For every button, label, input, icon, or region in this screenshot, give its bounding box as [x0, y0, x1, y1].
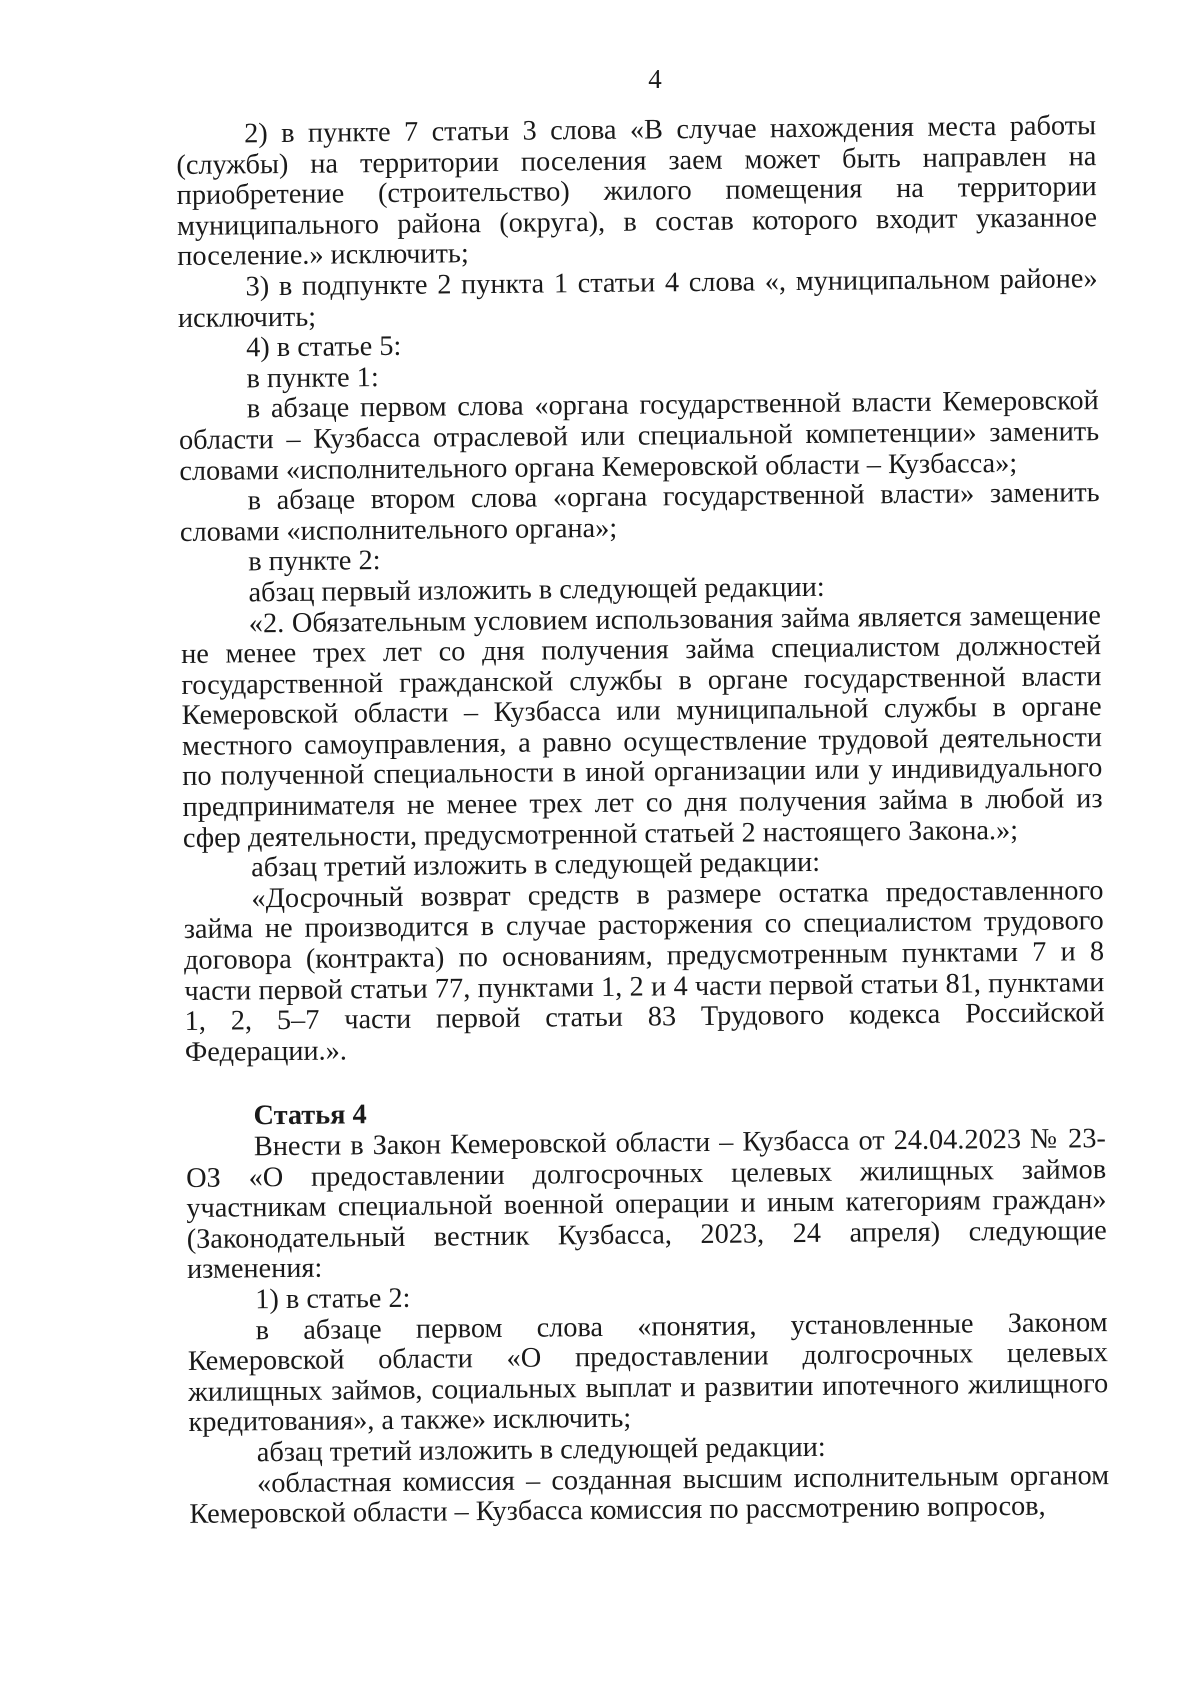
paragraph: 3) в подпункте 2 пункта 1 статьи 4 слова «, муниципальном районе» исключить; — [177, 263, 1098, 334]
paragraph: в пункте 1: — [246, 361, 379, 395]
paragraph: абзац третий изложить в следующей редакции: — [251, 847, 821, 884]
paragraph: «2. Обязательным условием использования займа является замещение не менее трех лет со дня получения займа специалистом должностей государственной гражданской службы в органе государственной власти Кемеровской области – Кузбасса или муниципальной службы в органе местного самоуправления, а равно осуществление трудовой деятельности по полученной специальности в иной организации или у индивидуального предпринимателя не менее трех лет со дня получения займа в любой из сфер деятельности, предусмотренной статьей 2 настоящего Закона.»; — [180, 599, 1103, 854]
paragraph: в пункте 2: — [248, 545, 381, 578]
paragraph: в абзаце первом слова «органа государственной власти Кемеровской области – Кузбасса отраслевой или специальной компетенции» заменить словами «исполнительного органа Кемеровской области – Кузбасса»; — [178, 385, 1100, 487]
paragraph: абзац первый изложить в следующей редакции: — [248, 571, 825, 609]
page-number: 4 — [648, 64, 662, 94]
paragraph: 2) в пункте 7 статьи 3 слова «В случае нахождения места работы (службы) на территории поселения заем может быть направлен на приобретение (строительство) жилого помещения на территории муниципального района (округа), в состав которого входит указанное поселение.» исключить; — [176, 110, 1098, 273]
paragraph: 4) в статье 5: — [246, 331, 402, 364]
paragraph: Внести в Закон Кемеровской области – Кузбасса от 24.04.2023 № 23-ОЗ «О предоставлении долгосрочных целевых жилищных займов участникам специальной военной операции и иным категориям граждан» (Законодательный вестник Кузбасса, 2023, 24 апреля) следующие изменения: — [186, 1123, 1107, 1286]
article-heading: Статья 4 — [253, 1099, 367, 1132]
paragraph: в абзаце втором слова «органа государственной власти» заменить словами «исполнительного органа»; — [179, 477, 1100, 548]
paragraph: 1) в статье 2: — [255, 1282, 411, 1316]
paragraph: «областная комиссия – созданная высшим исполнительным органом Кемеровской области – Кузбасса комиссия по рассмотрению вопросов, — [189, 1459, 1110, 1531]
paragraph: абзац третий изложить в следующей редакции: — [256, 1431, 826, 1469]
paragraph: «Досрочный возврат средств в размере остатка предоставленного займа не производится в случае расторжения со специалистом трудового договора (контракта) по основаниям, предусмотренным пунктами 7 и 8 части первой статьи 77, пунктами 1, 2 и 4 части первой статьи 81, пунктами 1, 2, 5–7 части первой статьи 83 Трудового кодекса Российской Федерации.». — [183, 874, 1105, 1068]
paragraph: в абзаце первом слова «понятия, установленные Законом Кемеровской области «О предоставлении долгосрочных целевых жилищных займов, социальных выплат и развитии ипотечного жилищного кредитования», а также» исключить; — [187, 1306, 1109, 1439]
document-body — [176, 111, 1109, 1530]
